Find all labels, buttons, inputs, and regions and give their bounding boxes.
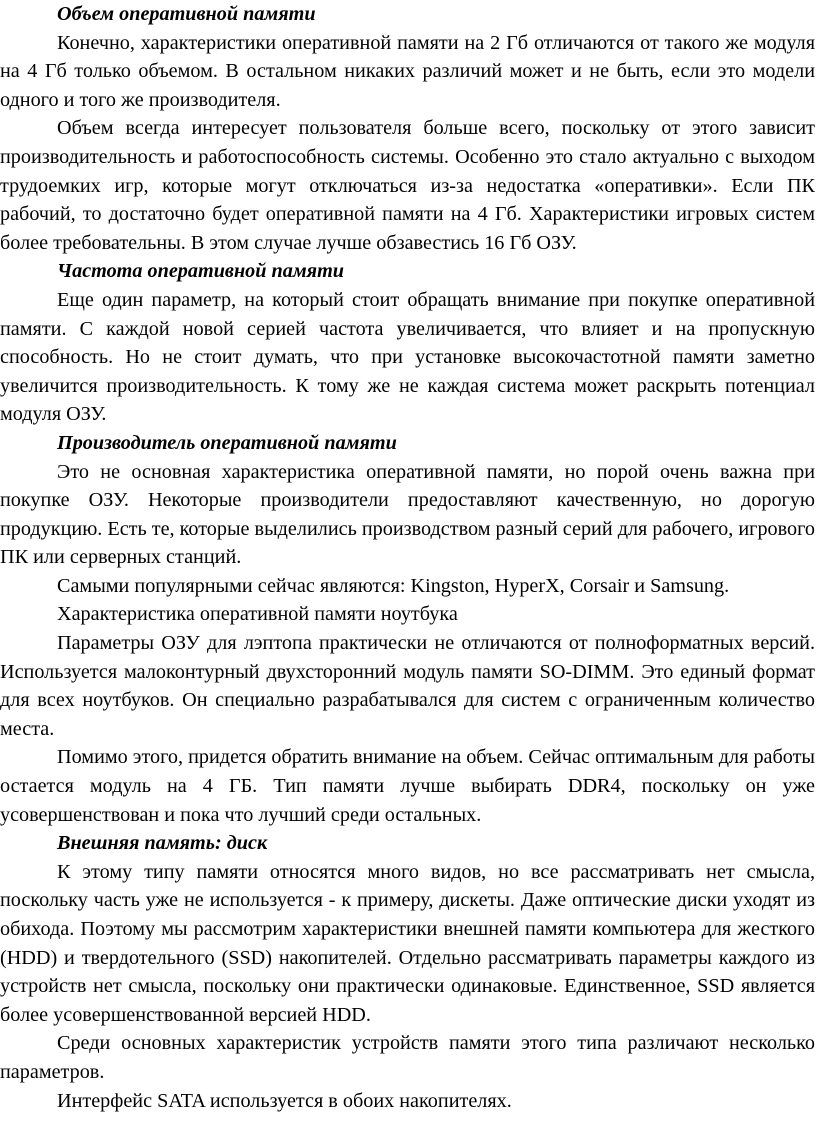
section-heading-memory-size: Объем оперативной памяти	[57, 3, 316, 25]
paragraph: Это не основная характеристика оперативной памяти, но порой очень важна при покупке ОЗУ. Некоторые производители предоставляют качественную, но дорогую продукцию. Есть те, которые выделились производством разный серий для рабочего, игрового ПК или серверных станций.	[0, 460, 815, 569]
paragraph: Интерфейс SATA используется в обоих накопителях.	[57, 1089, 512, 1112]
paragraph: Объем всегда интересует пользователя больше всего, поскольку от этого зависит производительность и работоспособность системы. Особенно это стало актуально с выходом трудоемких игр, которые могут отключаться из-за недостатка «оперативки». Если ПК рабочий, то достаточно будет оперативной памяти на 4 Гб. Характеристики игровых систем более требовательны. В этом случае лучше обзавестись 16 Гб ОЗУ.	[0, 117, 815, 254]
paragraph: Конечно, характеристики оперативной памяти на 2 Гб отличаются от такого же модуля на 4 Гб только объемом. В остальном никаких различий может и не быть, если это модели одного и того же производителя.	[0, 31, 815, 111]
paragraph: К этому типу памяти относятся много видов, но все рассматривать нет смысла, поскольку часть уже не используется - к примеру, дискеты. Даже оптические диски уходят из обихода. Поэтому мы рассмотрим характеристики внешней памяти компьютера для жесткого (HDD) и твердотельного (SSD) накопителей. Отдельно рассматривать параметры каждого из устройств нет смысла, поскольку они практически одинаковые. Единственное, SSD является более усовершенствованной версией HDD.	[0, 860, 815, 1026]
paragraph: Самыми популярными сейчас являются: Kingston, HyperX, Corsair и Samsung.	[57, 574, 730, 597]
paragraph: Среди основных характеристик устройств памяти этого типа различают несколько параметров.	[0, 1032, 815, 1083]
paragraph: Помимо этого, придется обратить внимание на объем. Сейчас оптимальным для работы остается модуль на 4 ГБ. Тип памяти лучше выбирать DDR4, поскольку он уже усовершенствован и пока что лучший среди остальных.	[0, 746, 815, 826]
section-heading-memory-manufacturer: Производитель оперативной памяти	[57, 431, 397, 454]
section-heading-memory-frequency: Частота оперативной памяти	[57, 260, 345, 283]
section-heading-external-disk: Внешняя память: диск	[57, 832, 268, 855]
paragraph: Еще один параметр, на который стоит обращать внимание при покупке оперативной памяти. С каждой новой серией частота увеличивается, что влияет и на пропускную способность. Но не стоит думать, что при установке высокочастотной памяти заметно увеличится производительность. К тому же не каждая система может раскрыть потенциал модуля ОЗУ.	[0, 288, 815, 426]
paragraph: Параметры ОЗУ для лэптопа практически не отличаются от полноформатных версий. Используется малоконтурный двухсторонний модуль памяти SO-DIMM. Это единый формат для всех ноутбуков. Он специально разрабатывался для систем с ограниченным количество места.	[0, 632, 815, 740]
subheading-laptop-memory: Характеристика оперативной памяти ноутбука	[57, 603, 458, 626]
